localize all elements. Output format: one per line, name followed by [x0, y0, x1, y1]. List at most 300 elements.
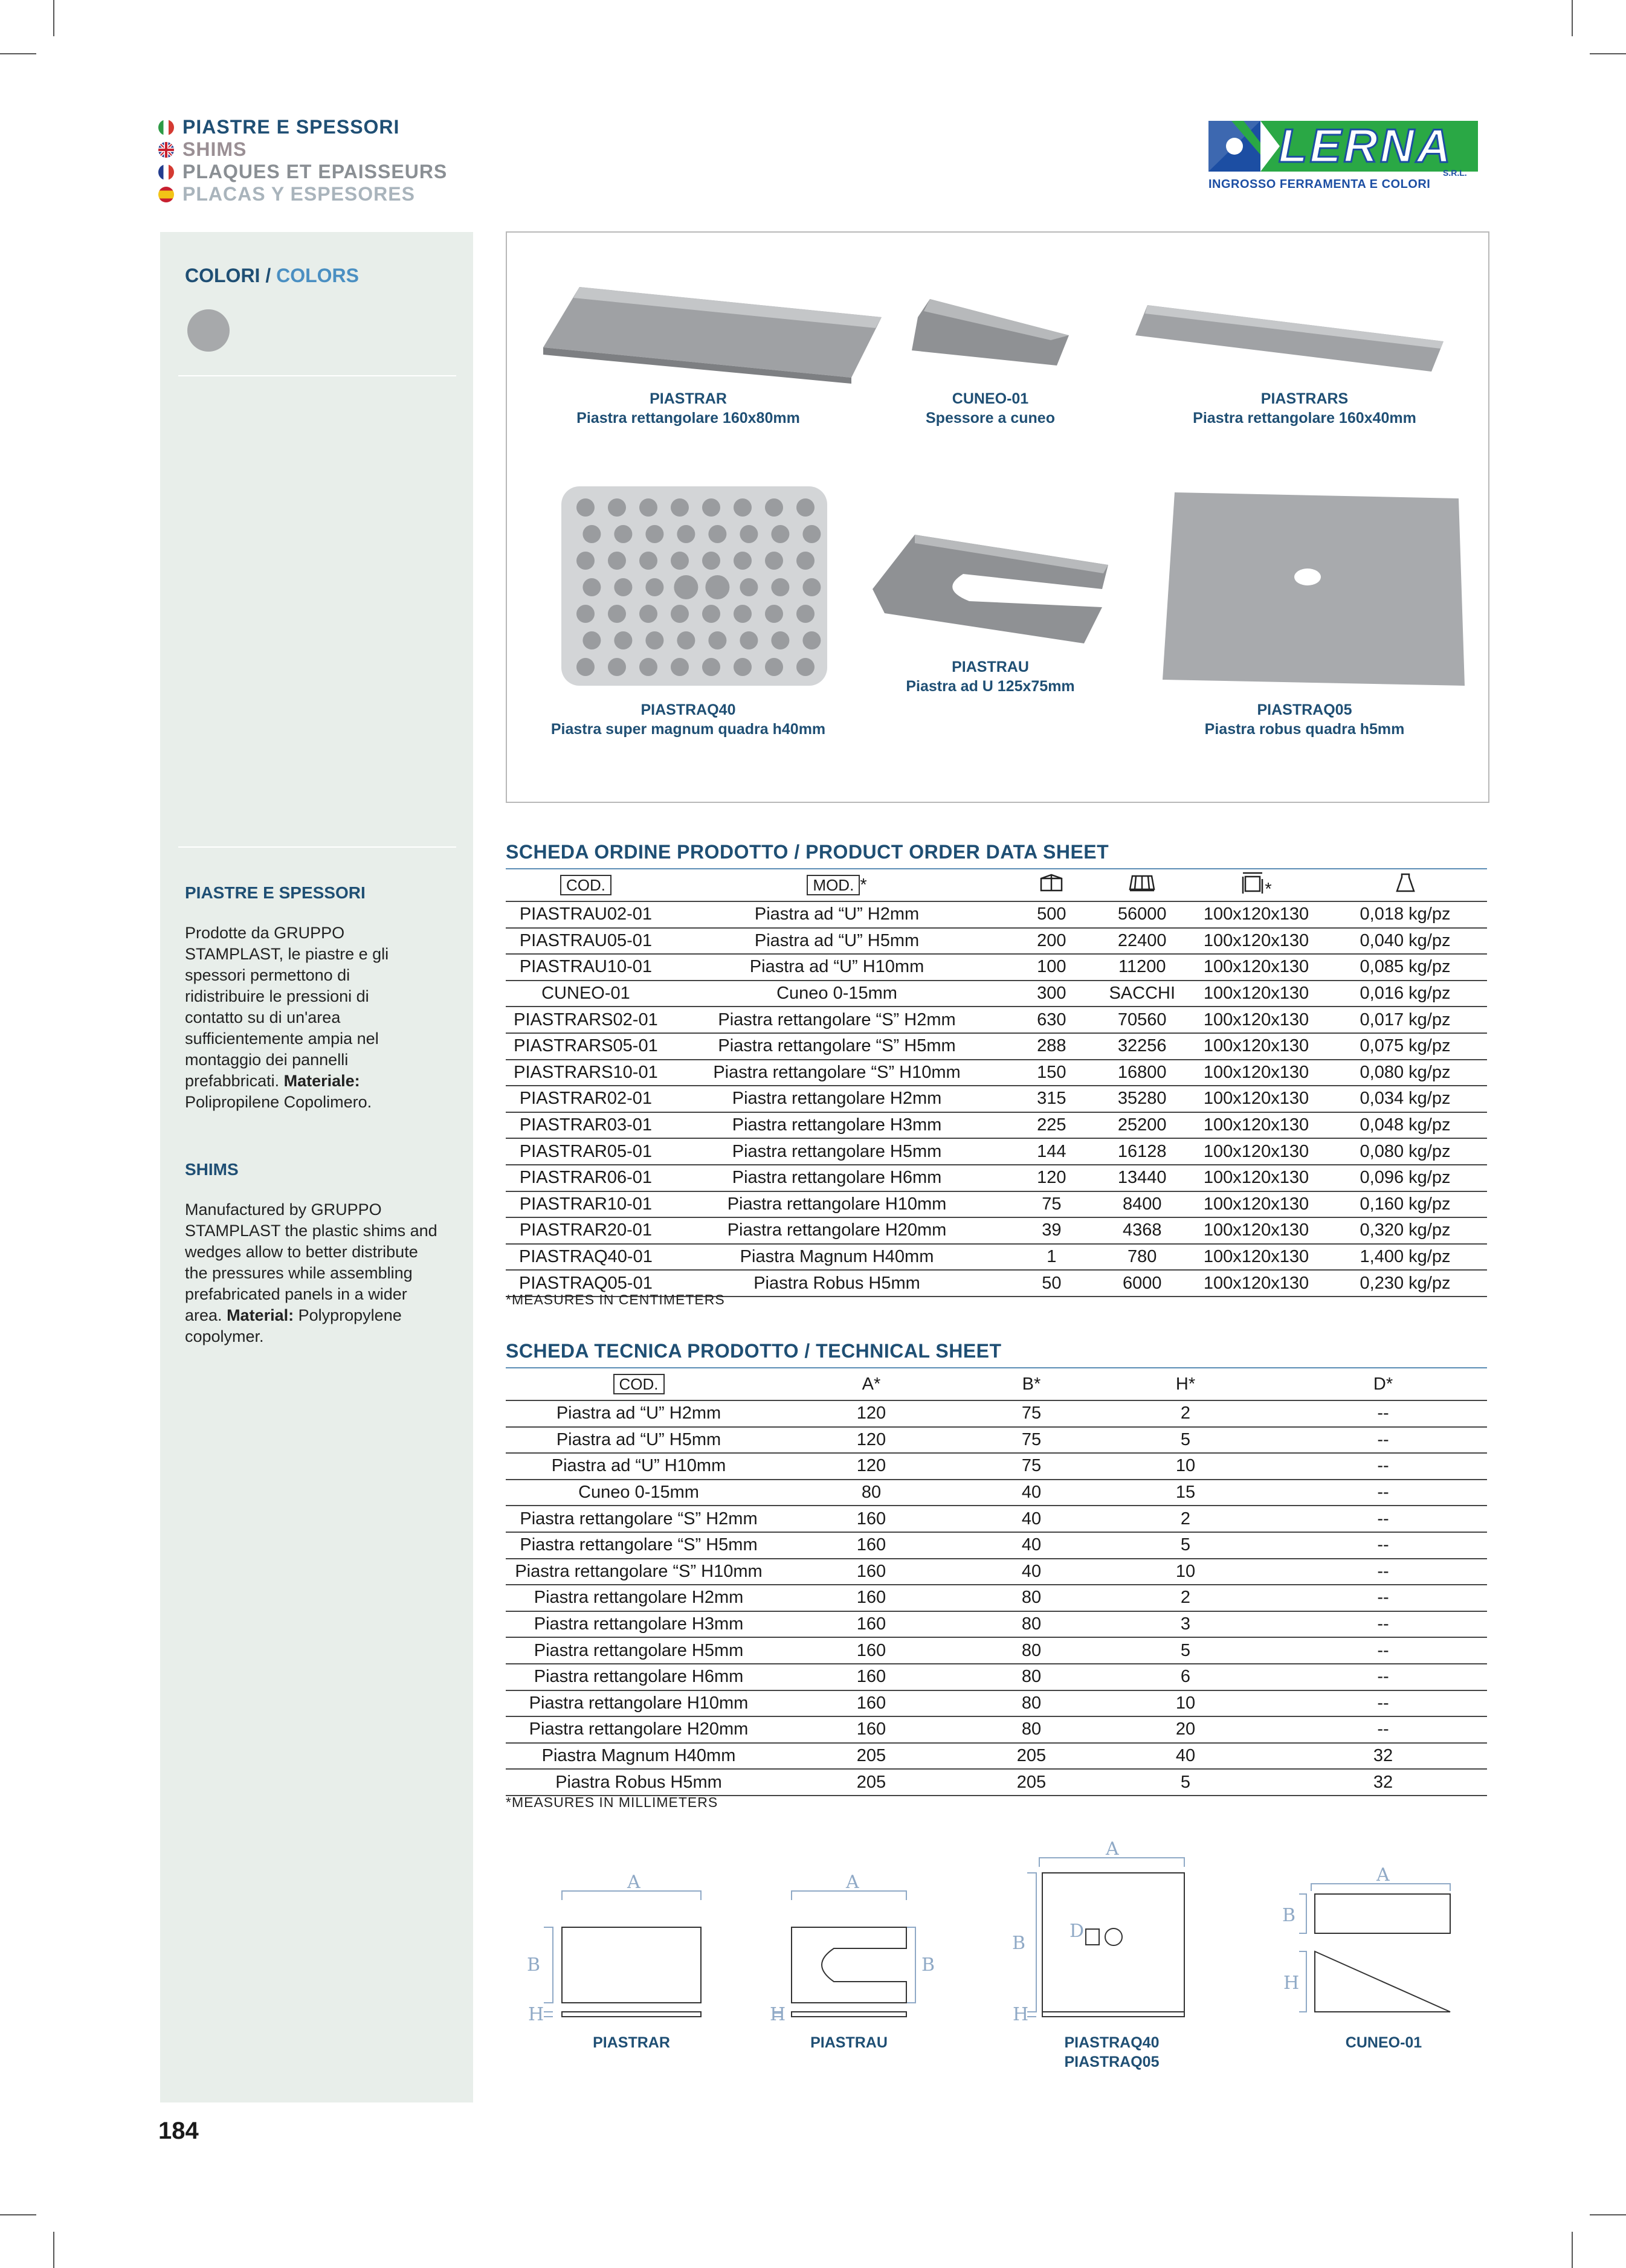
table-cell: Piastra rettangolare H20mm: [666, 1217, 1008, 1244]
table-cell: 100x120x130: [1189, 1217, 1323, 1244]
table-cell: 1: [1008, 1244, 1095, 1271]
table-cell: 39: [1008, 1217, 1095, 1244]
table-cell: 10: [1092, 1559, 1279, 1585]
order-row: [506, 1165, 1487, 1191]
table-cell: SACCHI: [1095, 981, 1189, 1007]
table-cell: Piastra rettangolare “S” H10mm: [666, 1060, 1008, 1086]
sidebar-it-body: Prodotte da GRUPPO STAMPLAST, le piastre e gli spessori permettono di ridistribuire le pressioni di contatto su di un'area sufficientemente ampia nel montaggio dei pannelli prefabbricati.: [185, 924, 389, 1090]
dim-label-h: H: [1283, 1973, 1300, 1994]
table-cell: 630: [1008, 1007, 1095, 1033]
table-cell: 40: [971, 1532, 1092, 1559]
magnum-hole: [645, 578, 663, 596]
table-cell: 75: [971, 1427, 1092, 1454]
drawing-caption-cuneo: CUNEO-01: [1345, 2034, 1422, 2051]
table-cell: --: [1279, 1559, 1487, 1585]
table-cell: 100x120x130: [1189, 1112, 1323, 1139]
magnum-hole: [740, 631, 758, 649]
table-cell: 100x120x130: [1189, 981, 1323, 1007]
piastraq05-photo: [1157, 486, 1471, 692]
table-cell: 160: [772, 1690, 971, 1717]
magnum-hole: [702, 658, 720, 676]
dim-label-b: B: [1282, 1905, 1296, 1926]
sidebar-en-material-label: Material:: [227, 1306, 294, 1324]
order-sheet-title: SCHEDA ORDINE PRODOTTO / PRODUCT ORDER DATA SHEET: [506, 841, 1109, 863]
table-cell: Piastra ad “U” H10mm: [666, 954, 1008, 981]
table-cell: 16128: [1095, 1138, 1189, 1165]
title-es: PLACAS Y ESPESORES: [158, 183, 415, 205]
sidebar-section-it: [185, 882, 451, 1113]
table-cell: --: [1279, 1453, 1487, 1480]
crop-mark: [53, 0, 54, 36]
magnum-hole: [645, 525, 663, 543]
caption-piastrars: PIASTRARS Piastra rettangolare 160x40mm: [1193, 390, 1416, 427]
table-cell: Cuneo 0-15mm: [666, 981, 1008, 1007]
table-cell: 20: [1092, 1716, 1279, 1743]
table-cell: 10: [1092, 1690, 1279, 1717]
crop-mark: [53, 2232, 54, 2268]
col-d: D*: [1279, 1368, 1487, 1400]
dim-label-b: B: [527, 1954, 541, 1976]
product-photos: [506, 231, 1489, 803]
table-cell: 160: [772, 1611, 971, 1638]
table-cell: PIASTRAR03-01: [506, 1112, 666, 1139]
order-row: [506, 981, 1487, 1007]
dim-label-a: A: [1106, 1838, 1119, 1860]
order-sheet-note: *MEASURES IN CENTIMETERS: [506, 1292, 725, 1307]
table-cell: 225: [1008, 1112, 1095, 1139]
table-cell: 100: [1008, 954, 1095, 981]
magnum-hole: [802, 578, 821, 596]
table-cell: 205: [971, 1769, 1092, 1796]
magnum-hole: [671, 552, 689, 570]
title-it: PIASTRE E SPESSORI: [158, 116, 399, 138]
caption-piastraq40: PIASTRAQ40 Piastra super magnum quadra h40mm: [550, 701, 826, 738]
uk-flag-icon: [158, 142, 174, 158]
table-cell: 16800: [1095, 1060, 1189, 1086]
magnum-hole: [639, 498, 657, 517]
magnum-hole: [771, 525, 789, 543]
table-cell: 0,230 kg/pz: [1323, 1270, 1487, 1297]
table-cell: 6000: [1095, 1270, 1189, 1297]
caption-piastrau: PIASTRAU Piastra ad U 125x75mm: [906, 659, 1075, 695]
table-cell: 300: [1008, 981, 1095, 1007]
table-cell: PIASTRAQ05-01: [506, 1270, 666, 1297]
italy-flag-icon: [158, 120, 174, 135]
table-cell: 80: [971, 1585, 1092, 1611]
table-cell: 0,075 kg/pz: [1323, 1033, 1487, 1060]
table-cell: 205: [772, 1769, 971, 1796]
magnum-hole: [582, 631, 601, 649]
table-cell: 100x120x130: [1189, 1086, 1323, 1112]
table-cell: Piastra Robus H5mm: [666, 1270, 1008, 1297]
tech-row: [506, 1690, 1487, 1717]
lerna-logo: [1207, 118, 1480, 196]
title-fr: PLAQUES ET EPAISSEURS: [158, 161, 447, 183]
magnum-hole: [582, 578, 601, 596]
magnum-hole: [677, 525, 695, 543]
col-cod: COD.: [506, 869, 666, 901]
magnum-hole: [576, 658, 595, 676]
dim-label-a: A: [1376, 1864, 1390, 1886]
table-cell: 40: [1092, 1743, 1279, 1770]
logo-suffix: S.R.L.: [1443, 168, 1467, 178]
table-cell: 8400: [1095, 1191, 1189, 1218]
magnum-hole: [608, 658, 626, 676]
table-cell: 75: [971, 1453, 1092, 1480]
caption-piastrar: PIASTRAR Piastra rettangolare 160x80mm: [576, 390, 800, 427]
caption-cuneo: CUNEO-01 Spessore a cuneo: [926, 390, 1055, 427]
table-cell: 35280: [1095, 1086, 1189, 1112]
table-cell: --: [1279, 1664, 1487, 1690]
table-cell: 205: [971, 1743, 1092, 1770]
dim-label-h: H: [1013, 2004, 1029, 2025]
dim-label-a: A: [846, 1872, 859, 1893]
table-cell: Piastra rettangolare H3mm: [506, 1611, 772, 1638]
crop-mark: [1590, 2214, 1626, 2215]
piastraq40-photo: [555, 480, 839, 692]
table-cell: --: [1279, 1690, 1487, 1717]
dim-label-d: D: [1069, 1921, 1085, 1942]
table-cell: --: [1279, 1400, 1487, 1427]
magnum-hole: [614, 631, 632, 649]
order-row: [506, 1033, 1487, 1060]
table-cell: Piastra ad “U” H5mm: [666, 928, 1008, 955]
table-cell: Piastra rettangolare H3mm: [666, 1112, 1008, 1139]
magnum-hole: [702, 552, 720, 570]
magnum-hole: [796, 552, 815, 570]
magnum-hole: [582, 525, 601, 543]
table-cell: 100x120x130: [1189, 1191, 1323, 1218]
table-cell: 0,017 kg/pz: [1323, 1007, 1487, 1033]
caption-piastraq05: PIASTRAQ05 Piastra robus quadra h5mm: [1204, 701, 1405, 738]
table-cell: 5: [1092, 1532, 1279, 1559]
table-cell: Piastra rettangolare H2mm: [506, 1585, 772, 1611]
table-cell: PIASTRAR05-01: [506, 1138, 666, 1165]
table-cell: Piastra rettangolare H10mm: [506, 1690, 772, 1717]
order-row: [506, 1007, 1487, 1033]
table-cell: 205: [772, 1743, 971, 1770]
col-h: H*: [1092, 1368, 1279, 1400]
table-cell: Piastra ad “U” H5mm: [506, 1427, 772, 1454]
table-cell: 100x120x130: [1189, 1138, 1323, 1165]
magnum-hole: [645, 631, 663, 649]
tech-row: [506, 1611, 1487, 1638]
table-cell: --: [1279, 1427, 1487, 1454]
table-cell: 80: [971, 1716, 1092, 1743]
dim-label-a: A: [627, 1872, 640, 1893]
sidebar-en-material: Polypropylene copolymer.: [185, 1306, 402, 1345]
table-cell: 150: [1008, 1060, 1095, 1086]
table-cell: 40: [971, 1506, 1092, 1532]
tech-row: [506, 1480, 1487, 1506]
magnum-hole: [771, 578, 789, 596]
tech-row: [506, 1585, 1487, 1611]
table-cell: 4368: [1095, 1217, 1189, 1244]
table-cell: 500: [1008, 901, 1095, 928]
table-cell: 6: [1092, 1664, 1279, 1690]
table-cell: --: [1279, 1585, 1487, 1611]
order-row: [506, 1060, 1487, 1086]
table-cell: 3: [1092, 1611, 1279, 1638]
tech-row: [506, 1559, 1487, 1585]
table-cell: PIASTRAQ40-01: [506, 1244, 666, 1271]
table-cell: PIASTRAR02-01: [506, 1086, 666, 1112]
table-cell: 75: [971, 1400, 1092, 1427]
table-cell: 40: [971, 1480, 1092, 1506]
table-cell: 160: [772, 1585, 971, 1611]
order-row: [506, 1191, 1487, 1218]
cuneo-photo: [906, 293, 1081, 372]
table-cell: 0,034 kg/pz: [1323, 1086, 1487, 1112]
title-en: SHIMS: [158, 138, 247, 161]
tech-row: [506, 1427, 1487, 1454]
table-cell: 11200: [1095, 954, 1189, 981]
sidebar-it-title: PIASTRE E SPESSORI: [185, 883, 366, 902]
table-cell: Piastra rettangolare H2mm: [666, 1086, 1008, 1112]
col-b: B*: [971, 1368, 1092, 1400]
table-cell: --: [1279, 1506, 1487, 1532]
table-cell: 120: [772, 1400, 971, 1427]
table-cell: PIASTRAR20-01: [506, 1217, 666, 1244]
sidebar-it-material-label: Materiale:: [283, 1072, 360, 1090]
page-number: 184: [158, 2118, 199, 2144]
table-cell: Piastra Robus H5mm: [506, 1769, 772, 1796]
magnum-hole: [702, 498, 720, 517]
table-cell: 56000: [1095, 901, 1189, 928]
crop-mark: [1572, 0, 1573, 36]
magnum-hole: [608, 552, 626, 570]
colors-title: COLORI / COLORS: [185, 265, 359, 286]
table-cell: Cuneo 0-15mm: [506, 1480, 772, 1506]
tech-table: [506, 1368, 1487, 1796]
magnum-hole: [608, 605, 626, 623]
order-row: [506, 901, 1487, 928]
tech-table-header: [506, 1368, 1487, 1400]
table-cell: 160: [772, 1637, 971, 1664]
magnum-hole: [802, 631, 821, 649]
table-cell: 315: [1008, 1086, 1095, 1112]
magnum-hole: [734, 658, 752, 676]
magnum-hole: [796, 658, 815, 676]
col-pallet-qty: [1095, 869, 1189, 901]
magnum-hole: [614, 578, 632, 596]
table-cell: 15: [1092, 1480, 1279, 1506]
table-cell: PIASTRAU10-01: [506, 954, 666, 981]
drawing-caption-piastraq: PIASTRAQ40 PIASTRAQ05: [1064, 2034, 1160, 2070]
dimension-drawings: [520, 1831, 1486, 2030]
order-row: [506, 1244, 1487, 1271]
table-cell: 70560: [1095, 1007, 1189, 1033]
table-cell: Piastra rettangolare “S” H2mm: [506, 1506, 772, 1532]
color-swatch-grey: [187, 309, 230, 352]
crop-mark: [0, 2214, 36, 2215]
table-cell: 160: [772, 1506, 971, 1532]
table-cell: 160: [772, 1559, 971, 1585]
col-box-qty: [1008, 869, 1095, 901]
table-cell: 0,160 kg/pz: [1323, 1191, 1487, 1218]
magnum-hole: [677, 631, 695, 649]
box-icon: [1039, 872, 1063, 893]
tech-row: [506, 1453, 1487, 1480]
table-cell: PIASTRAU02-01: [506, 901, 666, 928]
order-table-header: [506, 869, 1487, 901]
table-cell: 160: [772, 1716, 971, 1743]
magnum-hole: [734, 498, 752, 517]
table-cell: 120: [772, 1453, 971, 1480]
table-cell: 25200: [1095, 1112, 1189, 1139]
table-cell: 5: [1092, 1427, 1279, 1454]
col-a: A*: [772, 1368, 971, 1400]
dim-label-h: H: [770, 2004, 786, 2025]
table-cell: 2: [1092, 1400, 1279, 1427]
tech-sheet-title: SCHEDA TECNICA PRODOTTO / TECHNICAL SHEET: [506, 1340, 1002, 1362]
table-cell: 2: [1092, 1585, 1279, 1611]
table-cell: 0,096 kg/pz: [1323, 1165, 1487, 1191]
magnum-hole: [740, 578, 758, 596]
table-cell: Piastra rettangolare H5mm: [666, 1138, 1008, 1165]
table-cell: 100x120x130: [1189, 1270, 1323, 1297]
drawing-caption-piastrau: PIASTRAU: [810, 2034, 888, 2051]
table-cell: 0,085 kg/pz: [1323, 954, 1487, 981]
spain-flag-icon: [158, 187, 174, 202]
table-cell: Piastra rettangolare H20mm: [506, 1716, 772, 1743]
order-row: [506, 1086, 1487, 1112]
table-cell: Piastra rettangolare “S” H10mm: [506, 1559, 772, 1585]
table-cell: 80: [971, 1611, 1092, 1638]
magnum-hole: [608, 498, 626, 517]
tech-row: [506, 1506, 1487, 1532]
sidebar-en-title: SHIMS: [185, 1160, 239, 1179]
table-cell: PIASTRAR10-01: [506, 1191, 666, 1218]
table-cell: 100x120x130: [1189, 1244, 1323, 1271]
table-cell: 0,320 kg/pz: [1323, 1217, 1487, 1244]
magnum-hole: [771, 631, 789, 649]
order-row: [506, 1217, 1487, 1244]
magnum-hole: [576, 498, 595, 517]
tech-row: [506, 1743, 1487, 1770]
table-cell: --: [1279, 1532, 1487, 1559]
table-cell: 288: [1008, 1033, 1095, 1060]
table-cell: 32: [1279, 1743, 1487, 1770]
magnum-hole: [765, 658, 783, 676]
table-cell: 2: [1092, 1506, 1279, 1532]
pallet-icon: [1129, 872, 1155, 893]
magnum-hole: [705, 575, 729, 599]
table-cell: 50: [1008, 1270, 1095, 1297]
table-cell: Piastra rettangolare H10mm: [666, 1191, 1008, 1218]
magnum-hole: [796, 605, 815, 623]
col-mod: MOD. *: [666, 869, 1008, 901]
magnum-hole: [708, 525, 726, 543]
table-cell: --: [1279, 1637, 1487, 1664]
magnum-hole: [639, 605, 657, 623]
col-box-size: *: [1189, 869, 1323, 901]
magnum-hole: [765, 498, 783, 517]
table-cell: PIASTRARS05-01: [506, 1033, 666, 1060]
table-cell: PIASTRAR06-01: [506, 1165, 666, 1191]
table-cell: 100x120x130: [1189, 954, 1323, 981]
sidebar-section-en: [185, 1159, 451, 1347]
magnum-hole: [708, 631, 726, 649]
magnum-hole: [576, 552, 595, 570]
piastrau-photo: [866, 523, 1120, 656]
order-table: [506, 869, 1487, 1297]
table-cell: 80: [971, 1664, 1092, 1690]
box-dimensions-icon: [1240, 871, 1265, 895]
table-cell: --: [1279, 1716, 1487, 1743]
col-cod: COD.: [506, 1368, 772, 1400]
table-cell: 100x120x130: [1189, 901, 1323, 928]
magnum-hole: [740, 525, 758, 543]
sidebar-divider: [178, 846, 456, 848]
table-cell: 0,018 kg/pz: [1323, 901, 1487, 928]
magnum-hole: [639, 658, 657, 676]
table-cell: 120: [772, 1427, 971, 1454]
magnum-hole: [796, 498, 815, 517]
tech-row: [506, 1637, 1487, 1664]
table-cell: Piastra Magnum H40mm: [506, 1743, 772, 1770]
table-cell: 120: [1008, 1165, 1095, 1191]
tech-row: [506, 1532, 1487, 1559]
table-cell: 160: [772, 1664, 971, 1690]
table-cell: Piastra rettangolare H6mm: [666, 1165, 1008, 1191]
piastrars-photo: [1129, 299, 1456, 384]
table-cell: Piastra ad “U” H2mm: [506, 1400, 772, 1427]
table-cell: Piastra rettangolare H6mm: [506, 1664, 772, 1690]
sidebar-it-material: Polipropilene Copolimero.: [185, 1093, 372, 1111]
tech-sheet-note: *MEASURES IN MILLIMETERS: [506, 1794, 718, 1810]
table-cell: Piastra Magnum H40mm: [666, 1244, 1008, 1271]
table-cell: Piastra ad “U” H2mm: [666, 901, 1008, 928]
dim-label-b: B: [921, 1954, 935, 1976]
table-cell: 0,048 kg/pz: [1323, 1112, 1487, 1139]
order-row: [506, 928, 1487, 955]
table-cell: Piastra rettangolare H5mm: [506, 1637, 772, 1664]
table-cell: PIASTRAU05-01: [506, 928, 666, 955]
magnum-hole: [576, 605, 595, 623]
table-cell: CUNEO-01: [506, 981, 666, 1007]
technical-drawings: [520, 1831, 1486, 2084]
order-row: [506, 1138, 1487, 1165]
france-flag-icon: [158, 164, 174, 180]
magnum-hole: [674, 575, 698, 599]
table-cell: --: [1279, 1480, 1487, 1506]
table-cell: 10: [1092, 1453, 1279, 1480]
crop-mark: [1572, 2232, 1573, 2268]
magnum-hole: [671, 605, 689, 623]
table-cell: 100x120x130: [1189, 1165, 1323, 1191]
crop-mark: [1590, 53, 1626, 54]
logo-brand: LERNA: [1279, 119, 1453, 172]
table-cell: 100x120x130: [1189, 1060, 1323, 1086]
table-cell: 32256: [1095, 1033, 1189, 1060]
piastrar-photo: [537, 281, 888, 384]
magnum-hole: [765, 552, 783, 570]
table-cell: 0,016 kg/pz: [1323, 981, 1487, 1007]
order-row: [506, 1112, 1487, 1139]
table-cell: 780: [1095, 1244, 1189, 1271]
table-cell: 80: [772, 1480, 971, 1506]
magnum-hole: [614, 525, 632, 543]
table-cell: --: [1279, 1611, 1487, 1638]
magnum-hole: [702, 605, 720, 623]
table-cell: 100x120x130: [1189, 1007, 1323, 1033]
table-cell: 0,080 kg/pz: [1323, 1138, 1487, 1165]
table-cell: 80: [971, 1637, 1092, 1664]
table-cell: 75: [1008, 1191, 1095, 1218]
tech-row: [506, 1769, 1487, 1796]
table-cell: 0,040 kg/pz: [1323, 928, 1487, 955]
